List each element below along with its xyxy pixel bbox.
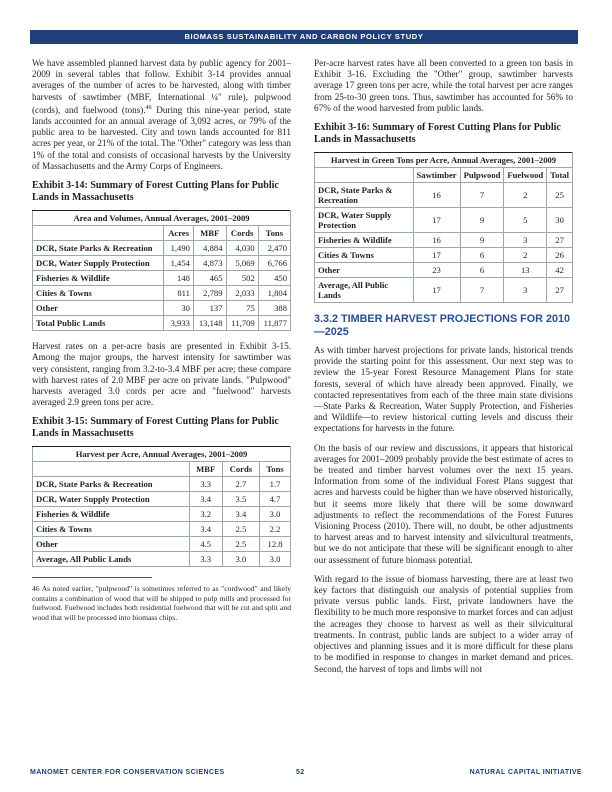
table-row: Average, All Public Lands 17 7 3 27 [315, 278, 573, 303]
table-row: Fisheries & Wildlife 3.2 3.4 3.0 [33, 507, 291, 522]
table-row: Other 30 137 75 388 [33, 301, 291, 316]
table-row: Fisheries & Wildlife 148 465 502 450 [33, 271, 291, 286]
section-heading: 3.3.2 TIMBER HARVEST PROJECTIONS FOR 2010—2025 [314, 313, 570, 339]
body-paragraph: With regard to the issue of biomass harvesting, there are at least two key factors that distinguish our analysis of potential supplies from private versus public lands. First, private landowners have the flexibility to be much more responsive to market forces and can adjust the acreages they choose to harvest as well as their silvicultural treatments. In contrast, public lands are subject to a wider array of objectives and planning issues and it is more difficult for these plans to be modified in response to changes in market demand and prices. Second, the harvest of tops and limbs will not [314, 573, 573, 674]
table-caption: Harvest in Green Tons per Acre, Annual Averages, 2001–2009 [315, 153, 573, 168]
table-row: DCR, Water Supply Protection 17 9 5 30 [315, 208, 573, 233]
footer-initiative: NATURAL CAPITAL INITIATIVE [469, 769, 582, 776]
table-row: DCR, State Parks & Recreation 1,490 4,884 4,030 2,470 [33, 241, 291, 256]
table-row: Other 23 6 13 42 [315, 263, 573, 278]
body-paragraph: We have assembled planned harvest data by public agency for 2001–2009 in several tables that follow. Exhibit 3-14 provides annual averages of the number of acres to be harvested, along with timber harvests of sawtimber (MBF, International ¼" rule), pulpwood (cords), and fuelwood (tons).$^{46}$ During this nine-year period, state lands accounted for an annual average of 3,092 acres, or 79% of the public area to be harvested. City and town lands accounted for 811 acres per year, or 21% of the total. The "Other" category was less than 1% of the total and consists of occasional harvests by the University of Massachusetts and the Army Corps of Engineers. [32, 58, 292, 171]
page-number: 52 [296, 769, 305, 776]
table-row: Average, All Public Lands 3.3 3.0 3.0 [33, 552, 291, 567]
table-row: DCR, Water Supply Protection 3.4 3.5 4.7 [33, 492, 291, 507]
table-row: Cities & Towns 17 6 2 26 [315, 248, 573, 263]
table-row: DCR, State Parks & Recreation 16 7 2 25 [315, 183, 573, 208]
right-column [314, 58, 573, 683]
exhibit-title: Exhibit 3-14: Summary of Forest Cutting Plans for Public Lands in Massachusetts [32, 180, 279, 204]
exhibit-title: Exhibit 3-16: Summary of Forest Cutting Plans for Public Lands in Massachusetts [314, 122, 561, 146]
left-column [32, 58, 291, 622]
table-row: Total Public Lands 3,933 13,148 11,709 11,877 [33, 316, 291, 331]
table-row: Fisheries & Wildlife 16 9 3 27 [315, 233, 573, 248]
table-exhibit-3-15 [32, 446, 291, 567]
table-header-row: MBF Cords Tons [33, 462, 291, 477]
body-paragraph: Harvest rates on a per-acre basis are presented in Exhibit 3-15. Among the major groups, the harvest intensity for sawtimber was very consistent, ranging from 3.2-to-3.4 MBF per acre; these compare with harvest rates of 2.0 MBF per acre on private lands. "Pulpwood" harvests averaged 3.0 cords per acre and "fuelwood" harvests averaged 2.9 green tons per acre. [32, 341, 291, 408]
table-exhibit-3-16 [314, 152, 573, 303]
body-paragraph: On the basis of our review and discussions, it appears that historical averages for 2001–2009 probably provide the best estimate of acres to be treated and timber harvest volumes over the next 15 years. Information from some of the individual Forest Plans suggest that acres and harvests could be higher than we have observed historically, but it seems more likely that there will be some downward adjustments to reflect the recommendations of the Forest Futures Visioning Process (2010). There will, no doubt, be other adjustments to harvest areas and to harvest intensity and silvicultural treatments, but we do not anticipate that these will be significant enough to alter our assessment of future biomass potential. [314, 442, 573, 565]
table-row: DCR, Water Supply Protection 1,454 4,873 5,069 6,766 [33, 256, 291, 271]
page-header [0, 0, 612, 45]
table-row: DCR, State Parks & Recreation 3.3 2.7 1.7 [33, 477, 291, 492]
footer-org: MANOMET CENTER FOR CONSERVATION SCIENCES [30, 769, 225, 776]
table-caption: Harvest per Acre, Annual Averages, 2001–2009 [33, 447, 291, 462]
table-exhibit-3-14 [32, 210, 291, 331]
header-title: BIOMASS SUSTAINABILITY AND CARBON POLICY STUDY [30, 30, 578, 44]
footnote: 46 As noted earlier, "pulpwood" is sometimes referred to as "cordwood" and likely contains a combination of wood that will be shipped to pulp mills and processed for fuelwood. Fuelwood includes both residential fuelwood that will be cut and split and wood that will be processed into biomass chips. [32, 584, 291, 622]
exhibit-title: Exhibit 3-15: Summary of Forest Cutting Plans for Public Lands in Massachusetts [32, 416, 279, 440]
body-paragraph: As with timber harvest projections for private lands, historical trends provide the starting point for this assessment. Our next step was to review the 15-year Forest Resource Management Plans for state forests, several of which have already been approved. Finally, we contacted representatives from each of the three main state divisions—State Parks & Recreation, Water Supply Protection, and Fisheries and Wildlife—to review historical cutting levels and discuss their expectations for harvests in the future. [314, 345, 573, 434]
table-caption: Area and Volumes, Annual Averages, 2001–2009 [33, 211, 291, 226]
body-paragraph: Per-acre harvest rates have all been converted to a green ton basis in Exhibit 3-16. Excluding the "Other" group, sawtimber harvests average 17 green tons per acre, while the total harvest per acre ranges from 25-to-30 green tons. Thus, sawtimber has accounted for 56% to 67% of the wood harvested from public lands. [314, 58, 573, 113]
table-row: Other 4.5 2.5 12.8 [33, 537, 291, 552]
table-row: Cities & Towns 811 2,789 2,033 1,804 [33, 286, 291, 301]
table-header-row: Sawtimber Pulpwood Fuelwood Total [315, 168, 573, 183]
footnote-rule [32, 577, 152, 578]
table-row: Cities & Towns 3.4 2.5 2.2 [33, 522, 291, 537]
table-header-row: Acres MBF Cords Tons [33, 226, 291, 241]
